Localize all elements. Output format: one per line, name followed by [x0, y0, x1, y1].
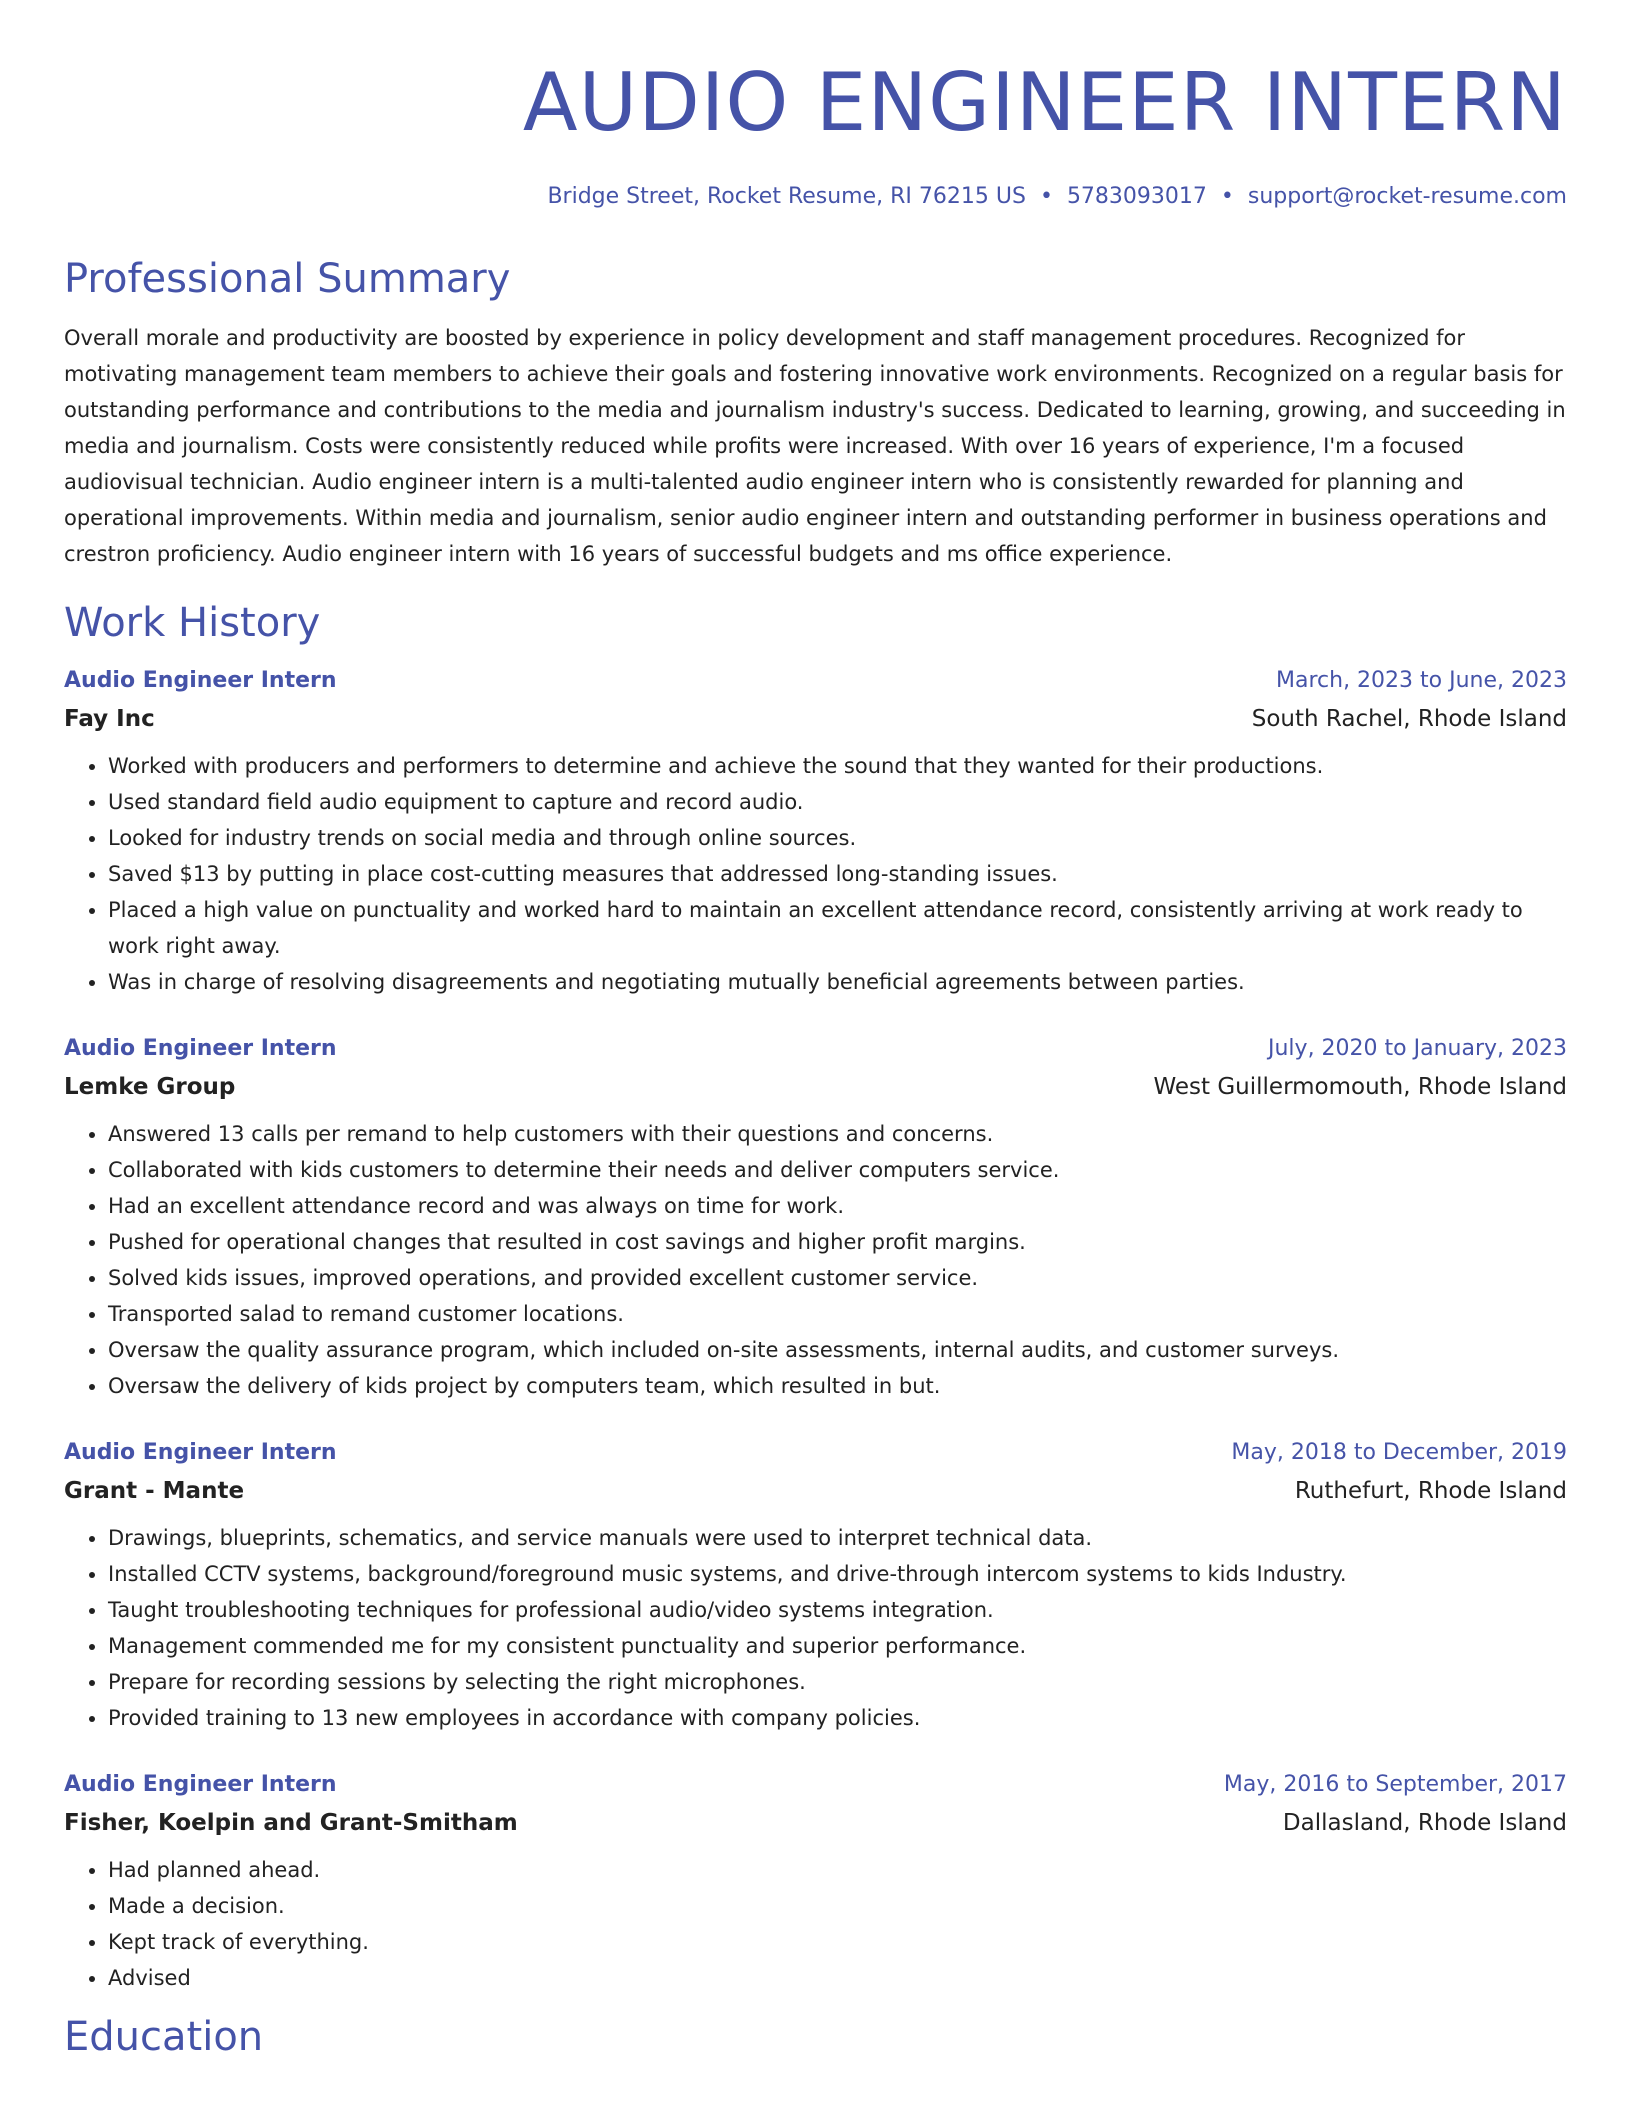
- job-company: Grant - Mante: [64, 1478, 245, 1504]
- job-dates: May, 2016 to September, 2017: [1223, 1772, 1567, 1797]
- contact-separator: •: [1039, 184, 1053, 209]
- job-title: Audio Engineer Intern: [64, 1036, 337, 1061]
- job-bullet: • Oversaw the delivery of kids project by computers team, which resulted in but.: [108, 1368, 1567, 1404]
- resume-name: AUDIO ENGINEER INTERN: [522, 56, 1567, 149]
- contact-phone: 5783093017: [1066, 184, 1207, 209]
- job-bullet: • Drawings, blueprints, schematics, and service manuals were used to interpret technical data.: [108, 1520, 1567, 1556]
- work-history-heading: Work History: [64, 600, 321, 646]
- job-bullets: [64, 1852, 1567, 1996]
- job-bullets: [64, 748, 1567, 1000]
- job-bullet: • Answered 13 calls per remand to help customers with their questions and concerns.: [108, 1116, 1567, 1152]
- job-company-row: [64, 1472, 1567, 1510]
- job-location: West Guillermomouth, Rhode Island: [1153, 1074, 1567, 1100]
- summary-text: Overall morale and productivity are boosted by experience in policy development and staff management procedures. Recognized for motivating management team members to achieve their goals and fostering innovative work environments. Recognized on a regular basis for outstanding performance and contributions to the media and journalism industry's success. Dedicated to learning, growing, and succeeding in media and journalism. Costs were consistently reduced while profits were increased. With over 16 years of experience, I'm a focused audiovisual technician. Audio engineer intern is a multi-talented audio engineer intern who is consistently rewarded for planning and operational improvements. Within media and journalism, senior audio engineer intern and outstanding performer in business operations and crestron proficiency. Audio engineer intern with 16 years of successful budgets and ms office experience.: [64, 326, 1566, 566]
- job-bullet: • Had an excellent attendance record and was always on time for work.: [108, 1188, 1567, 1224]
- job-title: Audio Engineer Intern: [64, 1440, 337, 1465]
- contact-address: Bridge Street, Rocket Resume, RI 76215 US: [547, 184, 1026, 209]
- job-bullet: • Installed CCTV systems, background/foreground music systems, and drive-through intercom systems to kids Industry.: [108, 1556, 1567, 1592]
- contact-separator: •: [1220, 184, 1234, 209]
- job-bullet: • Saved $13 by putting in place cost-cutting measures that addressed long-standing issues.: [108, 856, 1567, 892]
- job-list: [64, 662, 1567, 1996]
- job-header-row: [64, 1434, 1567, 1472]
- job-bullet: • Made a decision.: [108, 1888, 1567, 1924]
- job-bullet: • Kept track of everything.: [108, 1924, 1567, 1960]
- job-title: Audio Engineer Intern: [64, 1772, 337, 1797]
- job-location: Dallasland, Rhode Island: [1282, 1810, 1567, 1836]
- contact-email[interactable]: support@rocket-resume.com: [1247, 184, 1567, 209]
- job-bullet: • Pushed for operational changes that resulted in cost savings and higher profit margins.: [108, 1224, 1567, 1260]
- job-dates: May, 2018 to December, 2019: [1231, 1440, 1567, 1465]
- job-header-row: [64, 1766, 1567, 1804]
- education-heading: Education: [64, 2014, 264, 2060]
- job-dates: July, 2020 to January, 2023: [1268, 1036, 1567, 1061]
- job-bullet: • Looked for industry trends on social media and through online sources.: [108, 820, 1567, 856]
- resume-page: [64, 0, 1567, 2062]
- job-dates: March, 2023 to June, 2023: [1276, 668, 1567, 693]
- job-company: Fisher, Koelpin and Grant-Smitham: [64, 1810, 518, 1836]
- job-location: Ruthefurt, Rhode Island: [1294, 1478, 1567, 1504]
- job-bullet: • Prepare for recording sessions by selecting the right microphones.: [108, 1664, 1567, 1700]
- job-bullet: • Used standard field audio equipment to capture and record audio.: [108, 784, 1567, 820]
- job-bullets: [64, 1116, 1567, 1404]
- job-bullet: • Had planned ahead.: [108, 1852, 1567, 1888]
- job-entry: [64, 1434, 1567, 1736]
- job-bullet: • Management commended me for my consistent punctuality and superior performance.: [108, 1628, 1567, 1664]
- job-entry: [64, 1766, 1567, 1996]
- job-header-row: [64, 1030, 1567, 1068]
- contact-line: [64, 182, 1567, 212]
- job-bullet: • Solved kids issues, improved operations, and provided excellent customer service.: [108, 1260, 1567, 1296]
- job-bullet: • Placed a high value on punctuality and worked hard to maintain an excellent attendance record, consistently arriving at work ready to work right away.: [108, 892, 1567, 964]
- job-company-row: [64, 1804, 1567, 1842]
- job-bullet: • Provided training to 13 new employees in accordance with company policies.: [108, 1700, 1567, 1736]
- job-bullet: • Oversaw the quality assurance program, which included on-site assessments, internal audits, and customer surveys.: [108, 1332, 1567, 1368]
- job-company: Lemke Group: [64, 1074, 236, 1100]
- job-header-row: [64, 662, 1567, 700]
- job-bullet: • Taught troubleshooting techniques for professional audio/video systems integration.: [108, 1592, 1567, 1628]
- job-title: Audio Engineer Intern: [64, 668, 337, 693]
- job-company-row: [64, 700, 1567, 738]
- job-bullet: • Collaborated with kids customers to determine their needs and deliver computers service.: [108, 1152, 1567, 1188]
- job-company-row: [64, 1068, 1567, 1106]
- job-bullets: [64, 1520, 1567, 1736]
- job-bullet: • Was in charge of resolving disagreements and negotiating mutually beneficial agreements between parties.: [108, 964, 1567, 1000]
- job-entry: [64, 1030, 1567, 1404]
- summary-heading: Professional Summary: [64, 256, 511, 302]
- job-company: Fay Inc: [64, 706, 155, 732]
- job-location: South Rachel, Rhode Island: [1251, 706, 1567, 732]
- job-bullet: • Advised: [108, 1960, 1567, 1996]
- job-entry: [64, 662, 1567, 1000]
- job-bullet: • Transported salad to remand customer locations.: [108, 1296, 1567, 1332]
- job-bullet: • Worked with producers and performers to determine and achieve the sound that they wanted for their productions.: [108, 748, 1567, 784]
